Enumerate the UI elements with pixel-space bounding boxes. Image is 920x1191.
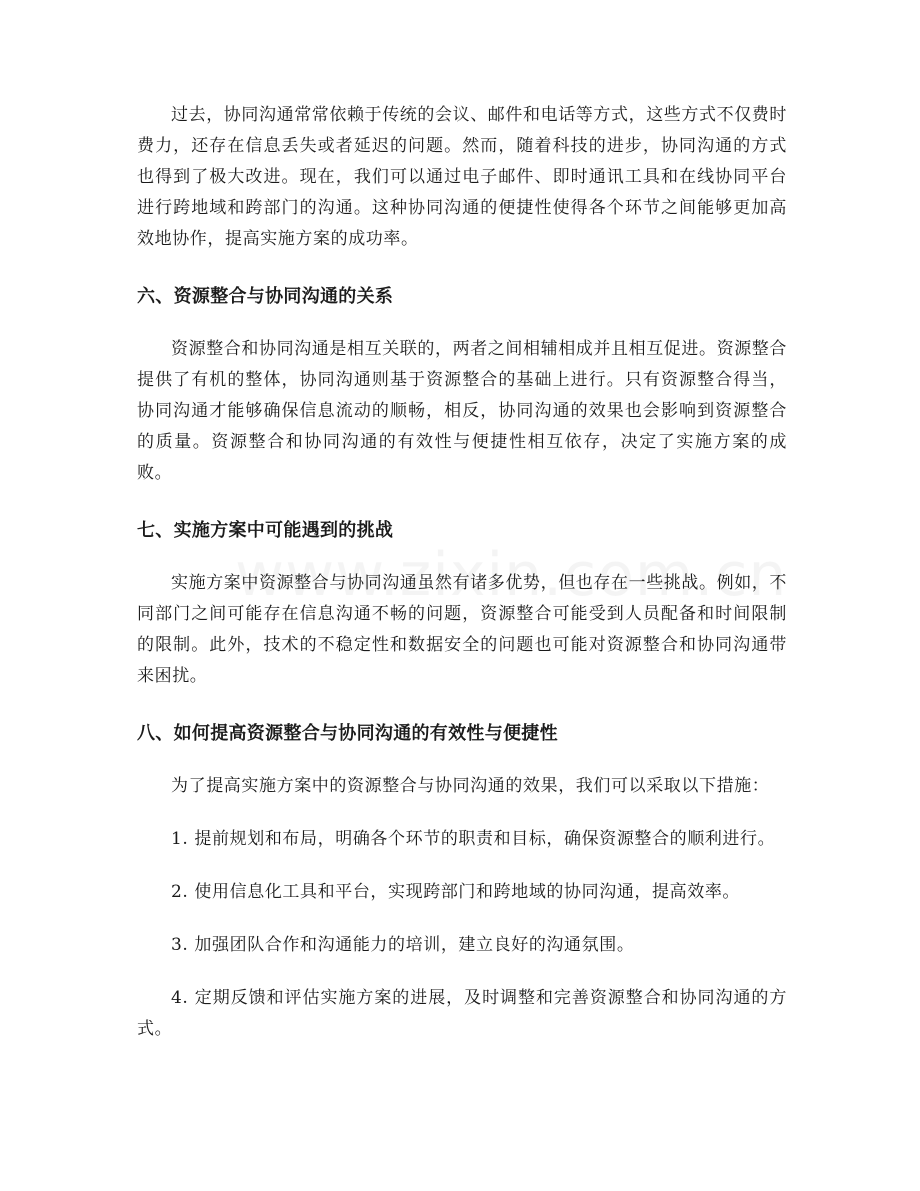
section-heading-6: 六、资源整合与协同沟通的关系 xyxy=(137,286,394,307)
section-8-intro-paragraph: 为了提高实施方案中的资源整合与协同沟通的效果，我们可以采取以下措施： xyxy=(171,776,770,796)
measure-item-3: 3. 加强团队合作和沟通能力的培训，建立良好的沟通氛围。 xyxy=(171,935,635,955)
measure-item-2: 2. 使用信息化工具和平台，实现跨部门和跨地域的协同沟通，提高效率。 xyxy=(171,882,741,902)
section-heading-8: 八、如何提高资源整合与协同沟通的有效性与便捷性 xyxy=(137,723,558,744)
section-7-paragraph: 实施方案中资源整合与协同沟通虽然有诸多优势，但也存在一些挑战。例如，不同部门之间可能存在信息沟通不畅的问题，资源整合可能受到人员配备和时间限制的限制。此外，技术的不稳定性和数据安全的问题也可能对资源整合和协同沟通带来困扰。 xyxy=(137,573,787,686)
measure-item-4: 4. 定期反馈和评估实施方案的进展，及时调整和完善资源整合和协同沟通的方式。 xyxy=(137,988,787,1039)
intro-paragraph: 过去，协同沟通常常依赖于传统的会议、邮件和电话等方式，这些方式不仅费时费力，还存在信息丢失或者延迟的问题。然而，随着科技的进步，协同沟通的方式也得到了极大改进。现在，我们可以通过电子邮件、即时通讯工具和在线协同平台进行跨地域和跨部门的沟通。这种协同沟通的便捷性使得各个环节之间能够更加高效地协作，提高实施方案的成功率。 xyxy=(137,105,787,249)
section-heading-7: 七、实施方案中可能遇到的挑战 xyxy=(137,520,394,541)
measure-item-1: 1. 提前规划和布局，明确各个环节的职责和目标，确保资源整合的顺利进行。 xyxy=(171,829,776,849)
section-6-paragraph: 资源整合和协同沟通是相互关联的，两者之间相辅相成并且相互促进。资源整合提供了有机的整体，协同沟通则基于资源整合的基础上进行。只有资源整合得当，协同沟通才能够确保信息流动的顺畅，相反，协同沟通的效果也会影响到资源整合的质量。资源整合和协同沟通的有效性与便捷性相互依存，决定了实施方案的成败。 xyxy=(137,339,787,483)
document-page xyxy=(137,100,787,1045)
